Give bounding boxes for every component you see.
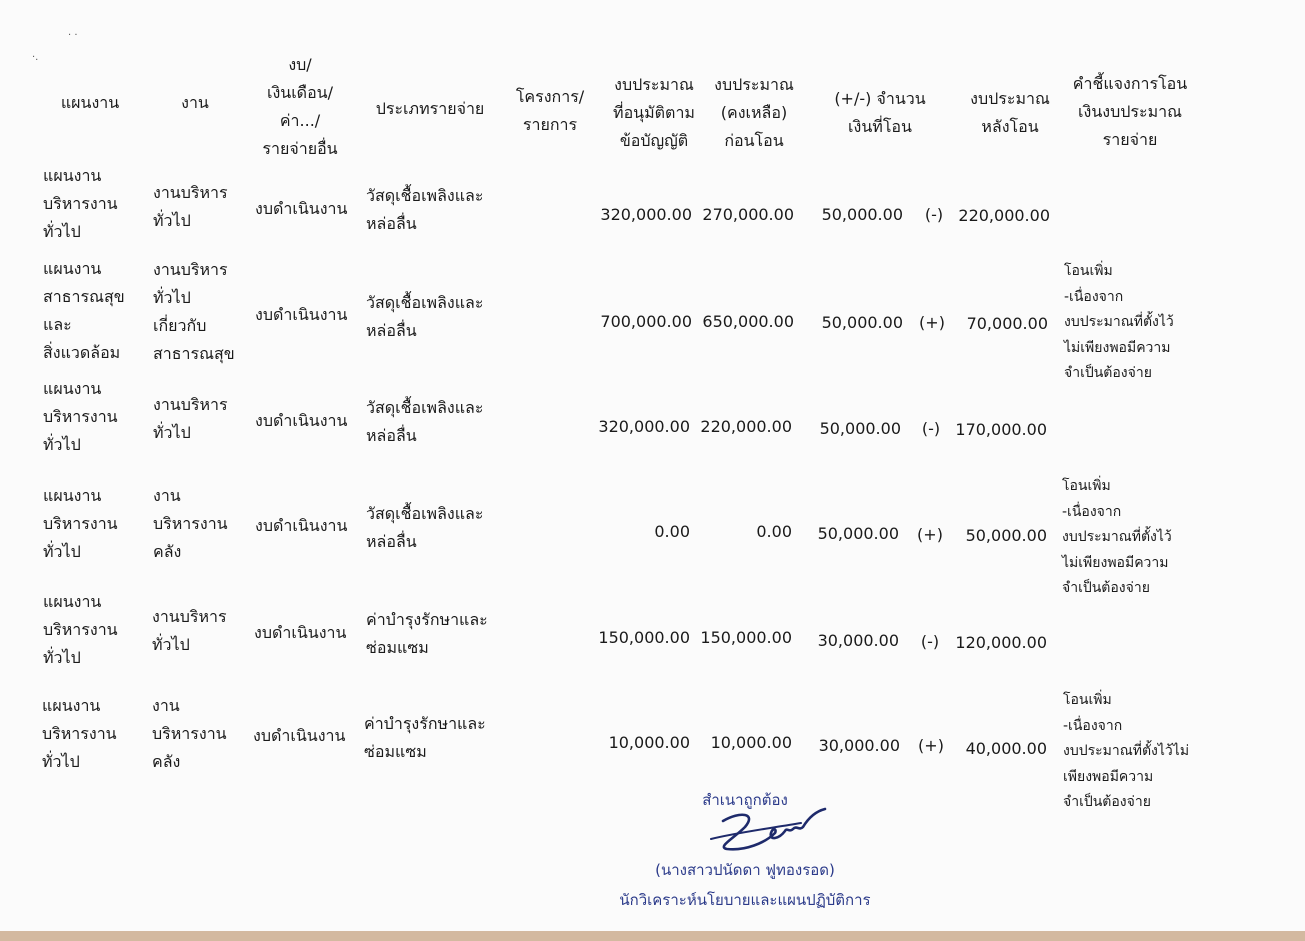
signer-name: (นางสาวปนัดดา ฟูทองรอด) (655, 861, 835, 879)
handwritten-signature (705, 803, 835, 858)
row-sign: (+) (919, 313, 945, 332)
row-plan: แผนงาน บริหารงาน ทั่วไป (43, 166, 118, 241)
row-expense: วัสดุเชื้อเพลิงและ หล่อลื่น (366, 398, 484, 445)
header-plan: แผนงาน (60, 93, 120, 112)
row-approved: 700,000.00 (600, 312, 692, 331)
row-approved: 320,000.00 (598, 417, 690, 436)
row-remaining: 650,000.00 (702, 312, 794, 331)
row-remaining: 220,000.00 (700, 417, 792, 436)
row-note: โอนเพิ่ม -เนื่องจาก งบประมาณที่ตั้งไว้ ไม่เพียงพอมีความ จำเป็นต้องจ่าย (1062, 478, 1172, 596)
row-task: งานบริหาร ทั่วไป เกี่ยวกับ สาธารณสุข (153, 260, 235, 363)
row-after: 50,000.00 (965, 526, 1047, 545)
row-plan: แผนงาน บริหารงาน ทั่วไป (43, 592, 118, 667)
row-budget: งบดำเนินงาน (255, 516, 348, 535)
header-project: โครงการ/ รายการ (515, 87, 585, 134)
row-transfer: 50,000.00 (821, 313, 903, 332)
row-transfer: 30,000.00 (817, 631, 899, 650)
row-transfer: 50,000.00 (821, 205, 903, 224)
row-approved: 0.00 (654, 522, 690, 541)
row-approved: 320,000.00 (600, 205, 692, 224)
row-expense: วัสดุเชื้อเพลิงและ หล่อลื่น (366, 293, 484, 340)
header-task: งาน (181, 93, 209, 112)
row-sign: (-) (921, 419, 941, 438)
row-plan: แผนงาน บริหารงาน ทั่วไป (43, 379, 118, 454)
header-after: งบประมาณ หลังโอน (970, 89, 1050, 136)
row-plan: แผนงาน สาธารณสุข และ สิ่งแวดล้อม (43, 259, 125, 362)
row-note: โอนเพิ่ม -เนื่องจาก งบประมาณที่ตั้งไว้ไม่ เพียงพอมีความ จำเป็นต้องจ่าย (1063, 692, 1190, 810)
row-transfer: 50,000.00 (817, 524, 899, 543)
row-approved: 150,000.00 (598, 628, 690, 647)
header-expense-type: ประเภทรายจ่าย (375, 99, 485, 118)
header-explanation: คำชี้แจงการโอน เงินงบประมาณ รายจ่าย (1072, 74, 1188, 149)
row-expense: วัสดุเชื้อเพลิงและ หล่อลื่น (366, 186, 484, 233)
certified-copy-stamp: สำเนาถูกต้อง (702, 791, 788, 809)
row-approved: 10,000.00 (608, 733, 690, 752)
row-transfer: 30,000.00 (818, 736, 900, 755)
row-remaining: 0.00 (756, 522, 792, 541)
scan-speck: · · (68, 30, 78, 41)
row-budget: งบดำเนินงาน (255, 199, 348, 218)
signer-position: นักวิเคราะห์นโยบายและแผนปฏิบัติการ (619, 891, 871, 909)
header-remaining: งบประมาณ (คงเหลือ) ก่อนโอน (714, 75, 794, 150)
row-plan: แผนงาน บริหารงาน ทั่วไป (43, 486, 118, 561)
row-expense: ค่าบำรุงรักษาและ ซ่อมแซม (366, 610, 488, 657)
row-expense: วัสดุเชื้อเพลิงและ หล่อลื่น (366, 504, 484, 551)
row-expense: ค่าบำรุงรักษาและ ซ่อมแซม (364, 714, 486, 761)
row-remaining: 150,000.00 (700, 628, 792, 647)
row-task: งาน บริหารงาน คลัง (152, 696, 227, 771)
row-transfer: 50,000.00 (819, 419, 901, 438)
row-after: 40,000.00 (965, 739, 1047, 758)
row-sign: (-) (924, 205, 944, 224)
row-sign: (+) (918, 736, 944, 755)
row-after: 170,000.00 (955, 420, 1047, 439)
header-budget-type: งบ/ เงินเดือน/ ค่า.../ รายจ่ายอื่น (262, 55, 338, 158)
row-after: 120,000.00 (955, 633, 1047, 652)
row-budget: งบดำเนินงาน (255, 305, 348, 324)
row-remaining: 270,000.00 (702, 205, 794, 224)
header-approved: งบประมาณ ที่อนุมัติตาม ข้อบัญญัติ (613, 75, 695, 150)
row-plan: แผนงาน บริหารงาน ทั่วไป (42, 696, 117, 771)
header-transfer: (+/-) จำนวน เงินที่โอน (834, 89, 926, 136)
row-budget: งบดำเนินงาน (254, 623, 347, 642)
row-task: งานบริหาร ทั่วไป (153, 183, 228, 230)
scan-speck: ·. (32, 52, 39, 63)
scan-edge (0, 931, 1305, 941)
row-task: งานบริหาร ทั่วไป (153, 395, 228, 442)
row-budget: งบดำเนินงาน (255, 411, 348, 430)
row-remaining: 10,000.00 (710, 733, 792, 752)
row-task: งานบริหาร ทั่วไป (152, 607, 227, 654)
row-after: 70,000.00 (966, 314, 1048, 333)
row-note: โอนเพิ่ม -เนื่องจาก งบประมาณที่ตั้งไว้ ไม่เพียงพอมีความ จำเป็นต้องจ่าย (1064, 263, 1174, 381)
row-budget: งบดำเนินงาน (253, 726, 346, 745)
row-after: 220,000.00 (958, 206, 1050, 225)
row-task: งาน บริหารงาน คลัง (153, 486, 228, 561)
row-sign: (-) (920, 632, 940, 651)
row-sign: (+) (917, 525, 943, 544)
